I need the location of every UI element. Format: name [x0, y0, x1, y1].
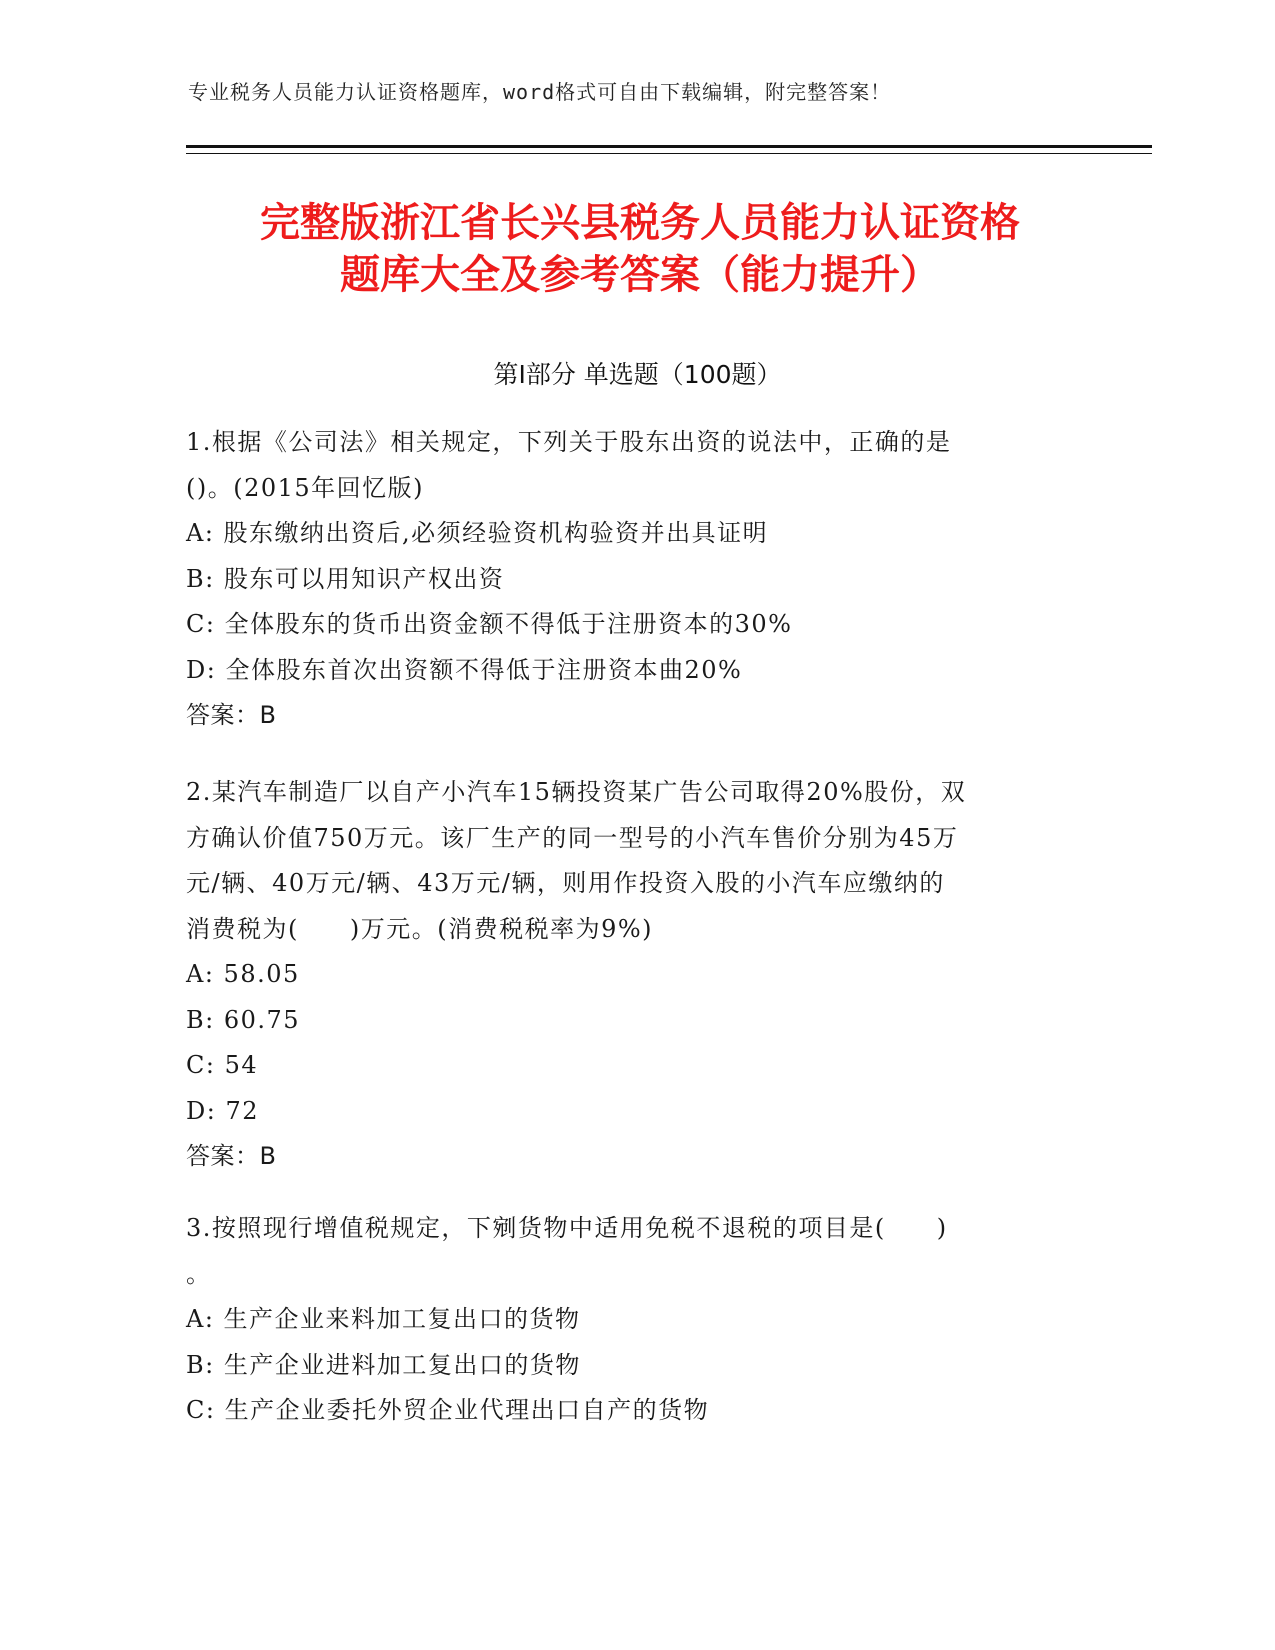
question-3 [186, 1206, 1066, 1434]
option-d: D: 72 [186, 1096, 259, 1125]
question-2 [186, 770, 1066, 1180]
header-rule-thick [186, 145, 1152, 148]
option-c: C: 生产企业委托外贸企业代理出口自产的货物 [186, 1396, 710, 1424]
option-c: C: 54 [186, 1051, 259, 1079]
question-stem-line: 。 [186, 1259, 212, 1288]
option-b: B: 生产企业进料加工复出口的货物 [186, 1350, 581, 1379]
question-1 [186, 420, 1066, 739]
option-a: A: 58.05 [186, 960, 300, 988]
question-stem-line: 元/辆、40万元/辆、43万元/辆，则用作投资入股的小汽车应缴纳的 [186, 869, 945, 897]
option-c: C: 全体股东的货币出资金额不得低于注册资本的30% [186, 610, 793, 638]
question-stem-line: 1.根据《公司法》相关规定，下列关于股东出资的说法中，正确的是 [186, 428, 952, 456]
document-title-line-1: 完整版浙江省长兴县税务人员能力认证资格 [260, 200, 1020, 246]
option-a: A: 生产企业来料加工复出口的货物 [186, 1305, 581, 1333]
question-stem-line: 消费税为( )万元。(消费税税率为9%) [186, 914, 654, 943]
question-stem-line: 2.某汽车制造厂以自产小汽车15辆投资某广告公司取得20%股份，双 [186, 778, 967, 806]
question-stem-line: 3.按照现行增值税规定，下剜货物中适用免税不退税的项目是( ) [186, 1214, 948, 1242]
option-b: B: 股东可以用知识产权出资 [186, 564, 505, 593]
section-title: 第Ⅰ部分 单选题（100题） [493, 360, 782, 389]
document-title [190, 197, 1090, 301]
document-title-line-2: 题库大全及参考答案（能力提升） [340, 252, 940, 298]
option-d: D: 全体股东首次出资额不得低于注册资本曲20% [186, 655, 743, 684]
header-note: 专业税务人员能力认证资格题库，word格式可自由下载编辑，附完整答案！ [188, 80, 892, 104]
option-b: B: 60.75 [186, 1005, 301, 1034]
question-stem-line: ()。(2015年回忆版) [186, 473, 425, 502]
header-rule-thin [186, 153, 1152, 154]
question-stem-line: 方确认价值750万元。该厂生产的同一型号的小汽车售价分别为45万 [186, 823, 959, 852]
answer: 答案：B [186, 701, 277, 729]
answer: 答案：B [186, 1142, 277, 1170]
option-a: A: 股东缴纳出资后,必须经验资机构验资并出具证明 [186, 519, 769, 547]
